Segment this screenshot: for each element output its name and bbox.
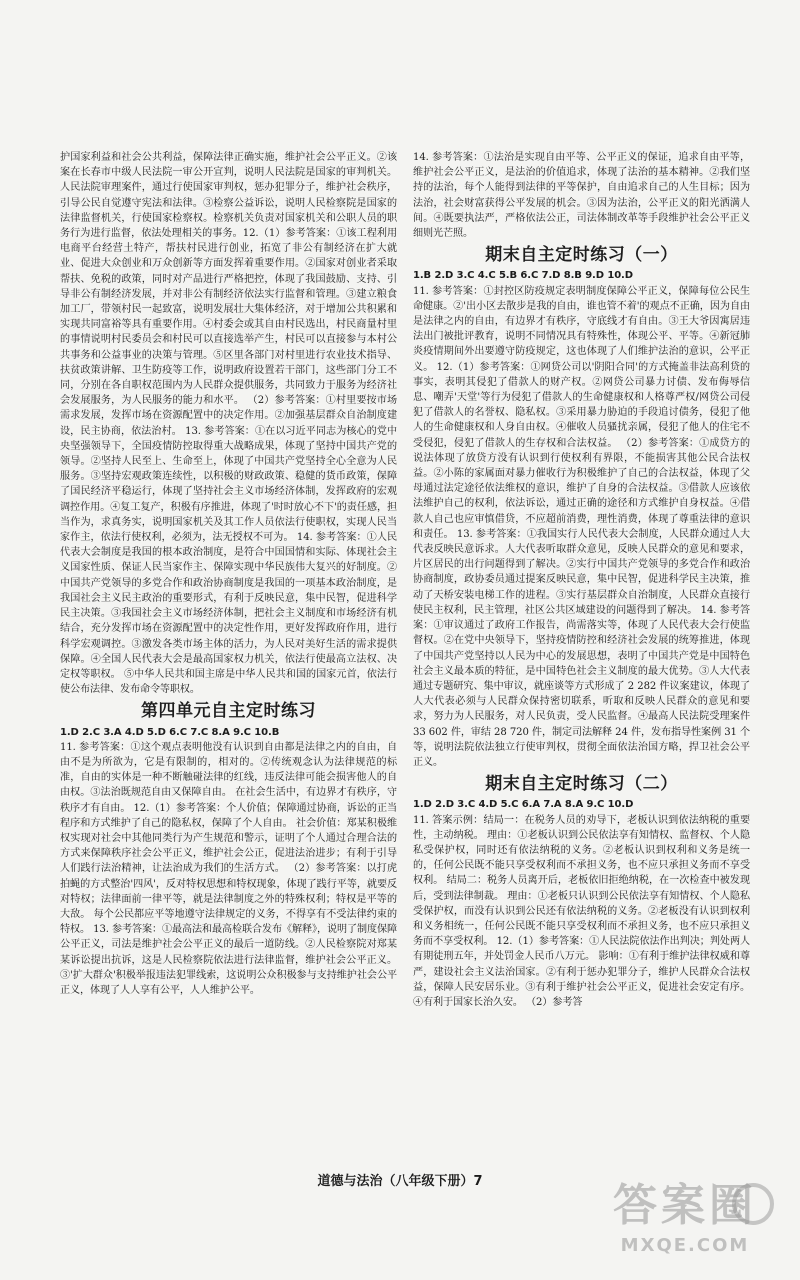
left-answer-text-1: 护国家利益和社会公共利益，保障法律正确实施，维护社会公平正义。②该案在长春市中级人民法院一审公开宣判，说明人民法院是国家的审判机关。 人民法院审理案件，通过行使国家审判权，惩办犯罪分子，维护社会秩序，引导公民自觉遵守宪法和法律。③检察公益诉讼，说明人民检察院是国家的法律监督机关，行使国家检察权。检察机关负责对国家机关和公职人员的职务行为进行监督，依法处理相关的事务。12.（1）参考答案：①该工程利用电商平台经营土特产，帮扶村民进行创业，拓宽了非公有制经济在扩大就业、促进大众创业和万众创新等方面发挥着重要作用。②国家对创业者采取帮扶、免税的政策，同时对产品进行严格把控，体现了我国鼓励、支持、引导非公有制经济发展，并对非公有制经济依法实行监督和管理。③建立粮食加工厂，带领村民一起致富，说明发展壮大集体经济，对于增加公共积累和实现共同富裕等具有重要作用。④村委会或其自由村民选出，村民商量村里的事情说明村民委员会和村民可以直接选举产生，村民可以直接参与本村公共事务和公益事业的决策与管理。⑤区里各部门对村里进行农业技术指导、扶贫政策讲解、卫生防疫等工作，说明政府设置若干部门，这些部门分工不同，分别在各自职权范围内为人民群众提供服务，共同致力于服务为经济社会发展服务，为人民服务的能力和水平。 （2）参考答案：①村里要按市场需求发展，发挥市场在资源配置中的决定作用。②加强基层群众自治制度建设，民主协商，依法治村。 13. 参考答案：①在以习近平同志为核心的党中央坚强领导下，全国疫情防控取得重大战略成果，体现了坚持中国共产党的领导。②坚持人民至上、生命至上，体现了中国共产党坚持全心全意为人民服务。③坚持宏观政策连续性，以积极的财政政策、稳健的货币政策，保障了国民经济平稳运行，体现了坚持社会主义市场经济体制，发挥政府的宏观调控作用。④复工复产，积极有序推进，体现了'时时放心不下'的责任感，担当作为，求真务实，说明国家机关及其工作人员依法行使职权，实现人民当家作主，依法行使权利，必须为，法无授权不可为。 14. 参考答案：①人民代表大会制度是我国的根本政治制度，是符合中国国情和实际、体现社会主义国家性质、保证人民当家作主、保障实现中华民族伟大复兴的好制度。②中国共产党领导的多党合作和政治协商制度是我国的一项基本政治制度，是我国社会主义民主政治的重要形式，有利于反映民意，集中民智，促进科学民主决策。③我国社会主义市场经济体制，把社会主义制度和市场经济有机结合，充分发挥市场在资源配置中的决定性作用，更好发挥政府作用，进行科学宏观调控。③激发各类市场主体的活力，为人民对美好生活的需求提供保障。④全国人民代表大会是最高国家权力机关，依法行使最高立法权、决定权等职权。 ⑤中华人民共和国主席是中华人民共和国的国家元首，依法行使公布法律、发布命令等职权。 [60,152,397,696]
right-column [413,150,750,1150]
page-footer: 道德与法治（八年级下册）7 [317,1174,483,1189]
left-answer-text-2: 11. 参考答案：①这个观点表明他没有认识到自由都是法律之内的自由，自由不是为所欲为，它是有限制的，相对的。②传统观念认为法律规范的标准，自由的实体是一种不断触碰法律的红线，违反法律可能会损害他人的自由权。③法治既规范自由又保障自由。 在社会生活中，有边界才有秩序，守秩序才有自由。 12.（1）参考答案：个人价值；保障通过协商，诉讼的正当程序和方式维护了自己的隐私权，保障了个人自由。 社会价值：郑某积极维权实现对社会中其他同类行为产生规范和警示，证明了个人通过合理合法的方式来保障秩序社会公平正义，维护社会公正，促进法治进步；有利于引导人们践行法治精神，让法治成为我们的生活方式。 （2）参考答案：以打虎拍蝇的方式整治'四风'，反对特权思想和特权现象，体现了践行平等，就要反对特权；法律面前一律平等，就是法律制度之外的特殊权利；特权是平等的大敌。 每个公民都应平等地遵守法律规定的义务，不得享有不受法律约束的特权。 13. 参考答案：①最高法和最高检联合发布《解释》，说明了制度保障公平正义，司法是维护社会公平正义的最后一道防线。②人民检察院对郑某某诉讼提出抗诉，这是人民检察院依法进行法律监督，维护社会公平正义。③'扩大群众'积极举报违法犯罪线索，这说明公众积极参与支持维护社会公平正义，体现了人人享有公平，人人维护公平。 [60,741,397,996]
watermark-url: MXQE.COM [620,1235,750,1256]
right-answer-text-1: 14. 参考答案：①法治是实现自由平等、公平正义的保证，追求自由平等，维护社会公平正义，是法治的价值追求，体现了法治的基本精神。②我们坚持的法治，每个人能得到法律的平等保护，自由追求自己的人生目标；因为法治，社会财富获得公平发展的机会。③因为法治，公平正义的阳光洒满人间。④既要执法严，严格依法公正，司法体制改革等手段维护社会公平正义细则光芒照。 [413,152,750,240]
left-column [60,150,397,1150]
watermark-logo [590,1177,780,1272]
multiple-choice-answers-final-2: 1.D 2.D 3.C 4.D 5.C 6.A 7.A 8.A 9.C 10.D [413,799,634,811]
right-answer-text-3: 11. 答案示例：结局一：在税务人员的劝导下，老板认识到依法纳税的重要性，主动纳税。 理由：①老板认识到公民依法享有知情权、监督权、个人隐私受保护权，同时还有依法纳税的义务。②老板认识到权利和义务是统一的，任何公民既不能只享受权利而不承担义务，也不应只承担义务而不享受权利。 结局二：税务人员离开后，老板依旧拒绝纳税，在一次检查中被发现后，受到法律制裁。 理由：①老板只认识到公民依法享有知情权、个人隐私受保护权，而没有认识到公民还有依法纳税的义务。②老板没有认识到权利和义务相统一，任何公民既不能只享受权利而不承担义务，也不应只承担义务而不享受权利。 12.（1）参考答案：①人民法院依法作出判决；判处两人有期徒刑五年，并处罚金人民币八万元。 影响：①有利于维护法律权威和尊严，建设社会主义法治国家。②有利于惩办犯罪分子，维护人民群众合法权益，保障人民安居乐业。③有利于维护社会公平正义，促进社会安定有序。④有利于国家长治久安。 （2）参考答 [413,814,750,1008]
multiple-choice-answers-final-1: 1.B 2.D 3.C 4.C 5.B 6.C 7.D 8.B 9.D 10.D [413,270,633,282]
section-title-final-2: 期末自主定时练习（二） [485,774,678,795]
section-title-unit-4: 第四单元自主定时练习 [141,701,316,722]
page-body [60,150,750,1150]
multiple-choice-answers-unit-4: 1.D 2.C 3.A 4.D 5.D 6.C 7.C 8.A 9.C 10.B [60,726,280,738]
right-answer-text-2: 11. 参考答案：①封控区防疫规定表明制度保障公平正义，保障每位公民生命健康。②'出小区去散步是我的自由，谁也管不着'的观点不正确，因为自由是法律之内的自由，有边界才有秩序，守底线才有自由。③王大爷因寓居违法出门被批评教育，说明不同情况具有特殊性，体现公平、平等。④新冠肺炎疫情期间外出要遵守防疫规定，这也体现了人们维护法治的意识，公平正义。 12.（1）参考答案：①网贷公司以'阴阳合同'的方式掩盖非法高利贷的事实，表明其侵犯了借款人的财产权。②网贷公司暴力讨债、发布侮辱信息、嘲弄'天堂'等行为侵犯了借款人的生命健康权和人格尊严权/网贷公司侵犯了借款人的名誉权、隐私权。③采用暴力胁迫的手段追讨债务，侵犯了他人的生命健康权和人身自由权。④催收人员骚扰亲属，侵犯了他人的住宅不受侵犯，侵犯了借款人的生存权和合法权益。 （2）参考答案：①成贷方的说法体现了放贷方没有认识到行使权利有界限，不能损害其他公民合法权益。②小陈的家属面对暴力催收行为积极维护了自己的合法权益，体现了父母通过法定途径依法维权的意识，维护了自身的合法权益。③借款人应该依法维护自己的权利，依法诉讼，通过正确的途径和方式维护自身权益。④借款人自己也应审慎借贷，不应超前消费，理性消费，体现了尊重法律的意识和责任。 13. 参考答案：①我国实行人民代表大会制度，人民群众通过人大代表反映民意诉求。人大代表听取群众意见，反映人民群众的意见和要求，片区居民的出行问题得到了解决。②实行中国共产党领导的多党合作和政治协商制度，政协委员通过提案反映民意，集中民智，促进科学民主决策，推动了天桥安装电梯工作的进程。③实行基层群众自治制度，人民群众直接行使民主权利，民主管理，社区公共区域建设的问题得到了解决。 14. 参考答案：①审议通过了政府工作报告，尚需落实等，体现了人民代表大会行使监督权。②在党中央领导下，坚持疫情防控和经济社会发展的统筹推进，体现了中国共产党坚持以人民为中心的发展思想，表明了中国共产党是中国特色社会主义最本质的特征，是中国特色社会主义制度的最大优势。③人大代表通过专题研究、集中审议，就座谈等方式形成了 2 282 件议案建议，体现了人大代表必须与人民群众保持密切联系，听取和反映人民群众的意见和要求，努力为人民服务，对人民负责，受人民监督。④最高人民法院受理案件 33 602 件，审结 28 720 件，制定司法解释 24 件，发布指导性案例 31 个等，说明法院依法独立行使审判权，贯彻全面依法治国方略，捍卫社会公平正义。 [413,285,750,768]
watermark-main-text: 答案圈 [613,1180,757,1231]
section-title-final-1: 期末自主定时练习（一） [485,245,678,266]
watermark-ring-icon [732,1183,774,1225]
